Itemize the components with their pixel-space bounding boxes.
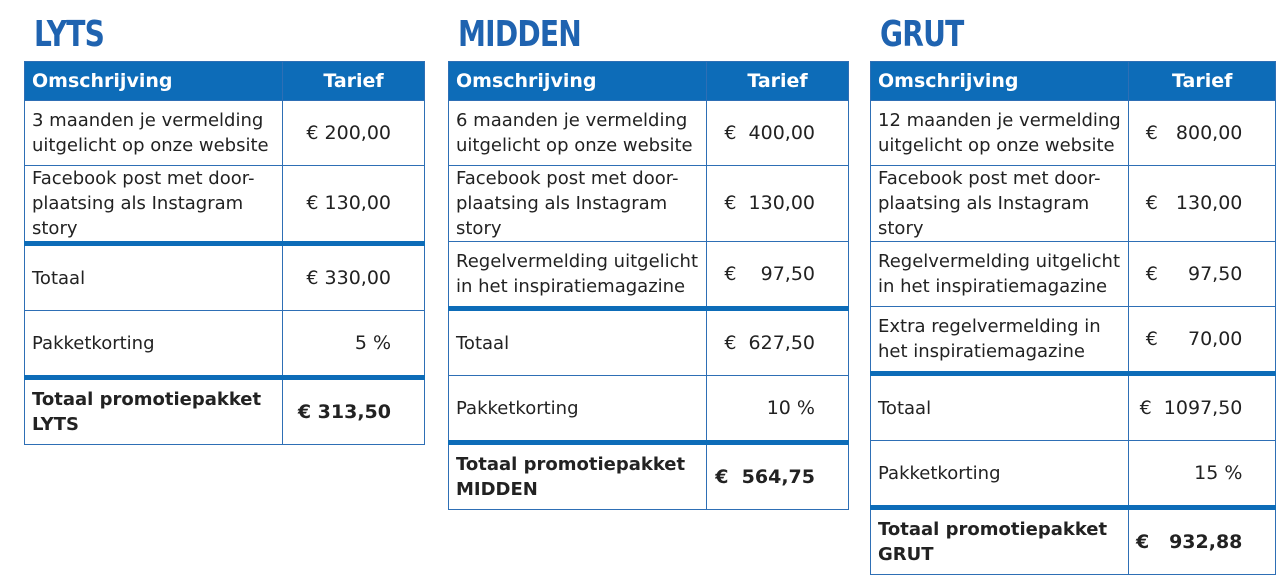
row-description: Pakketkorting (25, 311, 283, 378)
table-row (871, 166, 1276, 242)
table-row (449, 166, 849, 242)
row-description: Totaal promotiepakket GRUT (871, 508, 1129, 575)
row-price: 10 % (707, 376, 849, 443)
row-price: 5 % (283, 311, 425, 378)
row-description: Pakketkorting (871, 441, 1129, 508)
package-title: LYTS (34, 14, 105, 55)
discount-row (871, 441, 1276, 508)
row-description: Totaal promotiepakket LYTS (25, 378, 283, 445)
header-description: Omschrijving (25, 62, 283, 101)
row-price: € 70,00 (1129, 307, 1276, 374)
header-description: Omschrijving (871, 62, 1129, 101)
total-row (25, 378, 425, 445)
subtotal-row (871, 374, 1276, 441)
pricing-table (448, 61, 849, 510)
row-description: Facebook post met door-plaatsing als Instagram story (25, 166, 283, 244)
row-price: € 130,00 (1129, 166, 1276, 242)
table-row (449, 242, 849, 309)
row-description: Totaal (871, 374, 1129, 441)
table-row (871, 101, 1276, 166)
package-grut (870, 10, 1276, 575)
table-row (871, 242, 1276, 307)
total-row (449, 443, 849, 510)
row-price: € 97,50 (1129, 242, 1276, 307)
row-description: Regelvermelding uitgelicht in het inspiratiemagazine (871, 242, 1129, 307)
table-row (449, 101, 849, 166)
row-description: Totaal (25, 244, 283, 311)
package-title: MIDDEN (458, 14, 582, 55)
discount-row (449, 376, 849, 443)
row-description: Totaal (449, 309, 707, 376)
header-description: Omschrijving (449, 62, 707, 101)
header-price: Tarief (707, 62, 849, 101)
package-midden (448, 10, 849, 510)
table-row (871, 307, 1276, 374)
row-price: € 564,75 (707, 443, 849, 510)
row-price: € 313,50 (283, 378, 425, 445)
table-row (25, 166, 425, 244)
pricing-table (24, 61, 425, 445)
row-price: € 200,00 (283, 101, 425, 166)
table-header-row (25, 62, 425, 101)
row-description: Facebook post met door-plaatsing als Instagram story (871, 166, 1129, 242)
table-header-row (449, 62, 849, 101)
pricing-table (870, 61, 1276, 575)
row-price: € 130,00 (283, 166, 425, 244)
row-description: 3 maanden je vermelding uitgelicht op onze website (25, 101, 283, 166)
row-price: € 97,50 (707, 242, 849, 309)
subtotal-row (25, 244, 425, 311)
header-price: Tarief (283, 62, 425, 101)
subtotal-row (449, 309, 849, 376)
row-price: € 130,00 (707, 166, 849, 242)
table-header-row (871, 62, 1276, 101)
row-price: € 1097,50 (1129, 374, 1276, 441)
package-lyts (24, 10, 425, 445)
row-price: € 400,00 (707, 101, 849, 166)
row-description: 12 maanden je vermelding uitgelicht op onze website (871, 101, 1129, 166)
row-price: € 932,88 (1129, 508, 1276, 575)
discount-row (25, 311, 425, 378)
row-description: Extra regelvermelding in het inspiratiemagazine (871, 307, 1129, 374)
package-title: GRUT (880, 14, 964, 55)
row-price: € 627,50 (707, 309, 849, 376)
row-price: 15 % (1129, 441, 1276, 508)
total-row (871, 508, 1276, 575)
header-price: Tarief (1129, 62, 1276, 101)
row-description: Regelvermelding uitgelicht in het inspiratiemagazine (449, 242, 707, 309)
row-description: Totaal promotiepakket MIDDEN (449, 443, 707, 510)
row-description: Pakketkorting (449, 376, 707, 443)
row-price: € 800,00 (1129, 101, 1276, 166)
row-description: Facebook post met door-plaatsing als Instagram story (449, 166, 707, 242)
table-row (25, 101, 425, 166)
row-price: € 330,00 (283, 244, 425, 311)
row-description: 6 maanden je vermelding uitgelicht op onze website (449, 101, 707, 166)
